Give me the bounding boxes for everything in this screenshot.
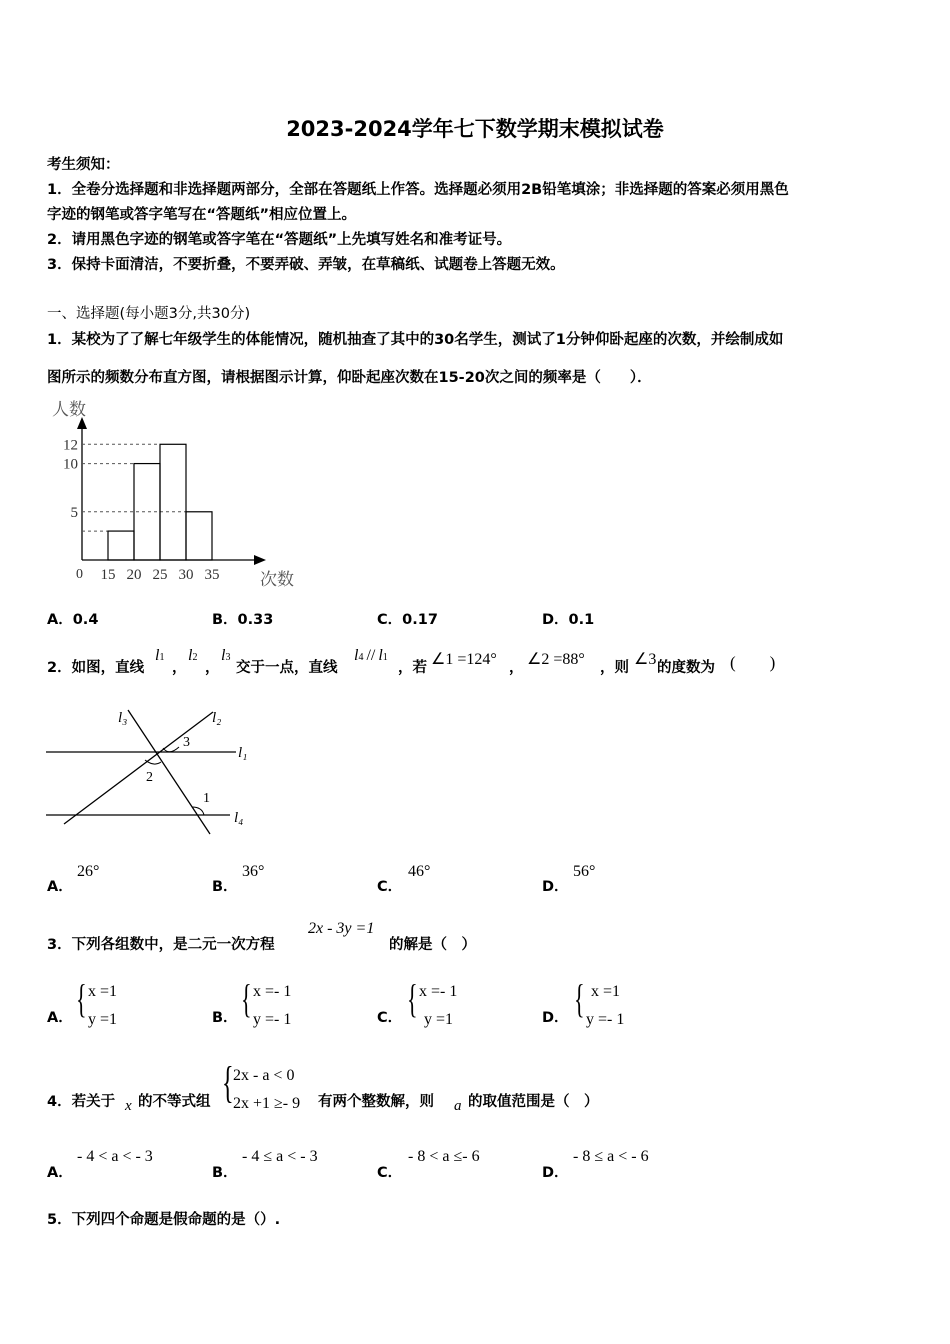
page-title: 2023-2024学年七下数学期末模拟试卷 — [286, 117, 664, 141]
q3-option-c-label[interactable]: C． — [377, 1010, 403, 1026]
bar — [186, 512, 212, 560]
q2-text-3: ，若 — [398, 660, 427, 676]
notice-line-2: 2．请用黑色字迹的钢笔或答字笔在“答题纸”上先填写姓名和准考证号。 — [47, 232, 512, 248]
q3-equation: 2x - 3y =1 — [308, 920, 375, 937]
q4-text-2: 的不等式组 — [138, 1094, 211, 1110]
notice-line-1a: 1．全卷分选择题和非选择题两部分，全部在答题纸上作答。选择题必须用2B铅笔填涂；非选择题的答案必须用黑色 — [47, 182, 789, 198]
x-tick-label: 35 — [204, 567, 220, 583]
q2-option-b-value[interactable]: 36° — [242, 863, 265, 880]
q2-option-b-label[interactable]: B． — [212, 879, 238, 895]
fig-label-angle-2: 2 — [146, 770, 153, 785]
q2-figure — [40, 700, 270, 835]
q4-option-b-label[interactable]: B． — [212, 1165, 238, 1181]
q2-text-5: 的度数为 — [657, 660, 715, 676]
bar — [108, 531, 134, 560]
q3-option-d-system[interactable]: x =1 y =- 1 — [586, 983, 625, 1028]
q1-option-b[interactable]: B．0.33 — [212, 612, 274, 628]
q2-angle-2: ∠2 =88° — [527, 651, 585, 668]
q4-system: 2x - a < 0 2x +1 ≥- 9 — [233, 1067, 301, 1112]
q3-option-b-brace: { — [241, 976, 252, 1021]
q2-option-a-label[interactable]: A． — [47, 879, 73, 895]
bar — [160, 444, 186, 560]
section-heading: 一、选择题(每小题3分,共30分) — [47, 306, 251, 322]
q2-angle-1: ∠1 =124° — [431, 651, 497, 668]
q2-option-d-value[interactable]: 56° — [573, 863, 596, 880]
q4-text-4: 的取值范围是（ ） — [468, 1094, 599, 1110]
q2-option-c-value[interactable]: 46° — [408, 863, 431, 880]
notice-line-1b: 字迹的钢笔或答字笔写在“答题纸”相应位置上。 — [47, 207, 357, 223]
q2-option-d-label[interactable]: D． — [542, 879, 569, 895]
q4-option-d-label[interactable]: D． — [542, 1165, 569, 1181]
fig-label-l2: l₂ — [212, 710, 222, 726]
q2-l2: l2 — [188, 647, 198, 664]
q4-option-b-value[interactable]: - 4 ≤ a < - 3 — [242, 1148, 318, 1165]
q4-text-1: 4．若关于 — [47, 1094, 116, 1110]
q2-parallel: l4 // l1 — [354, 647, 388, 664]
fig-label-angle-3: 3 — [183, 735, 190, 750]
x-tick-label: 30 — [178, 567, 194, 583]
q3-option-c-system[interactable]: x =- 1 y =1 — [419, 983, 458, 1028]
q1-text-a: 1．某校为了了解七年级学生的体能情况，随机抽查了其中的30名学生，测试了1分钟仰卧起座的次数，并绘制成如 — [47, 332, 784, 348]
q3-option-a-system[interactable]: x =1 y =1 — [88, 983, 118, 1028]
q3-option-b-label[interactable]: B． — [212, 1010, 238, 1026]
notice-line-3: 3．保持卡面清洁，不要折叠，不要弄破、弄皱，在草稿纸、试题卷上答题无效。 — [47, 257, 565, 273]
q2-paren: ( ) — [730, 653, 776, 672]
q2-l3: l3 — [221, 647, 231, 664]
q4-var-a: a — [454, 1098, 462, 1114]
x-axis-arrow — [254, 555, 266, 565]
q2-option-a-value[interactable]: 26° — [77, 863, 100, 880]
fig-label-angle-1: 1 — [203, 791, 210, 806]
q3-option-b-system[interactable]: x =- 1 y =- 1 — [253, 983, 292, 1028]
q2-text-2: 交于一点，直线 — [236, 660, 338, 676]
q1-option-a[interactable]: A．0.4 — [47, 612, 99, 628]
x-tick-label: 15 — [100, 567, 116, 583]
q4-option-a-label[interactable]: A． — [47, 1165, 73, 1181]
q3-option-d-brace: { — [574, 976, 585, 1021]
angle-arc-1 — [192, 807, 204, 815]
q2-l1: l1 — [155, 647, 165, 664]
q4-option-c-value[interactable]: - 8 < a ≤- 6 — [408, 1148, 480, 1165]
fig-label-l4: l₄ — [234, 810, 244, 826]
y-tick-label: 10 — [63, 456, 78, 473]
y-axis-label: 人数 — [52, 400, 86, 419]
fig-label-l3: l₃ — [118, 710, 128, 726]
line-l2 — [64, 712, 213, 824]
q4-option-c-label[interactable]: C． — [377, 1165, 403, 1181]
q1-option-c[interactable]: C．0.17 — [377, 612, 438, 628]
histogram-chart — [46, 395, 296, 595]
q1-option-d[interactable]: D．0.1 — [542, 612, 595, 628]
q4-var-x: x — [125, 1098, 132, 1114]
q4-brace: { — [222, 1058, 234, 1107]
y-tick-label: 5 — [70, 504, 78, 521]
q2-comma: ， — [509, 660, 524, 676]
q1-text-b: 图所示的频数分布直方图，请根据图示计算，仰卧起座次数在15-20次之间的频率是（ ）． — [47, 370, 652, 386]
x-tick-label: 20 — [126, 567, 142, 583]
q3-option-a-brace: { — [76, 976, 87, 1021]
y-tick-label: 12 — [63, 437, 78, 454]
q3-text-1: 3．下列各组数中，是二元一次方程 — [47, 937, 275, 953]
q4-option-d-value[interactable]: - 8 ≤ a < - 6 — [573, 1148, 649, 1165]
q2-text-1: 2．如图，直线 — [47, 660, 145, 676]
q4-option-a-value[interactable]: - 4 < a < - 3 — [77, 1148, 153, 1165]
q2-option-c-label[interactable]: C． — [377, 879, 403, 895]
x-axis-label: 次数 — [260, 570, 294, 589]
fig-label-l1: l₁ — [238, 745, 248, 761]
origin-label: 0 — [76, 567, 83, 582]
q3-option-c-brace: { — [407, 976, 418, 1021]
notice-heading: 考生须知： — [47, 157, 120, 173]
q5-text: 5．下列四个命题是假命题的是（）. — [47, 1212, 281, 1228]
q4-text-3: 有两个整数解，则 — [318, 1094, 434, 1110]
q3-option-a-label[interactable]: A． — [47, 1010, 73, 1026]
x-tick-label: 25 — [152, 567, 168, 583]
q3-option-d-label[interactable]: D． — [542, 1010, 569, 1026]
q3-text-2: 的解是（ ） — [389, 937, 476, 953]
q2-text-4: ，则 — [600, 660, 629, 676]
q2-angle-3: ∠3 — [634, 651, 657, 668]
